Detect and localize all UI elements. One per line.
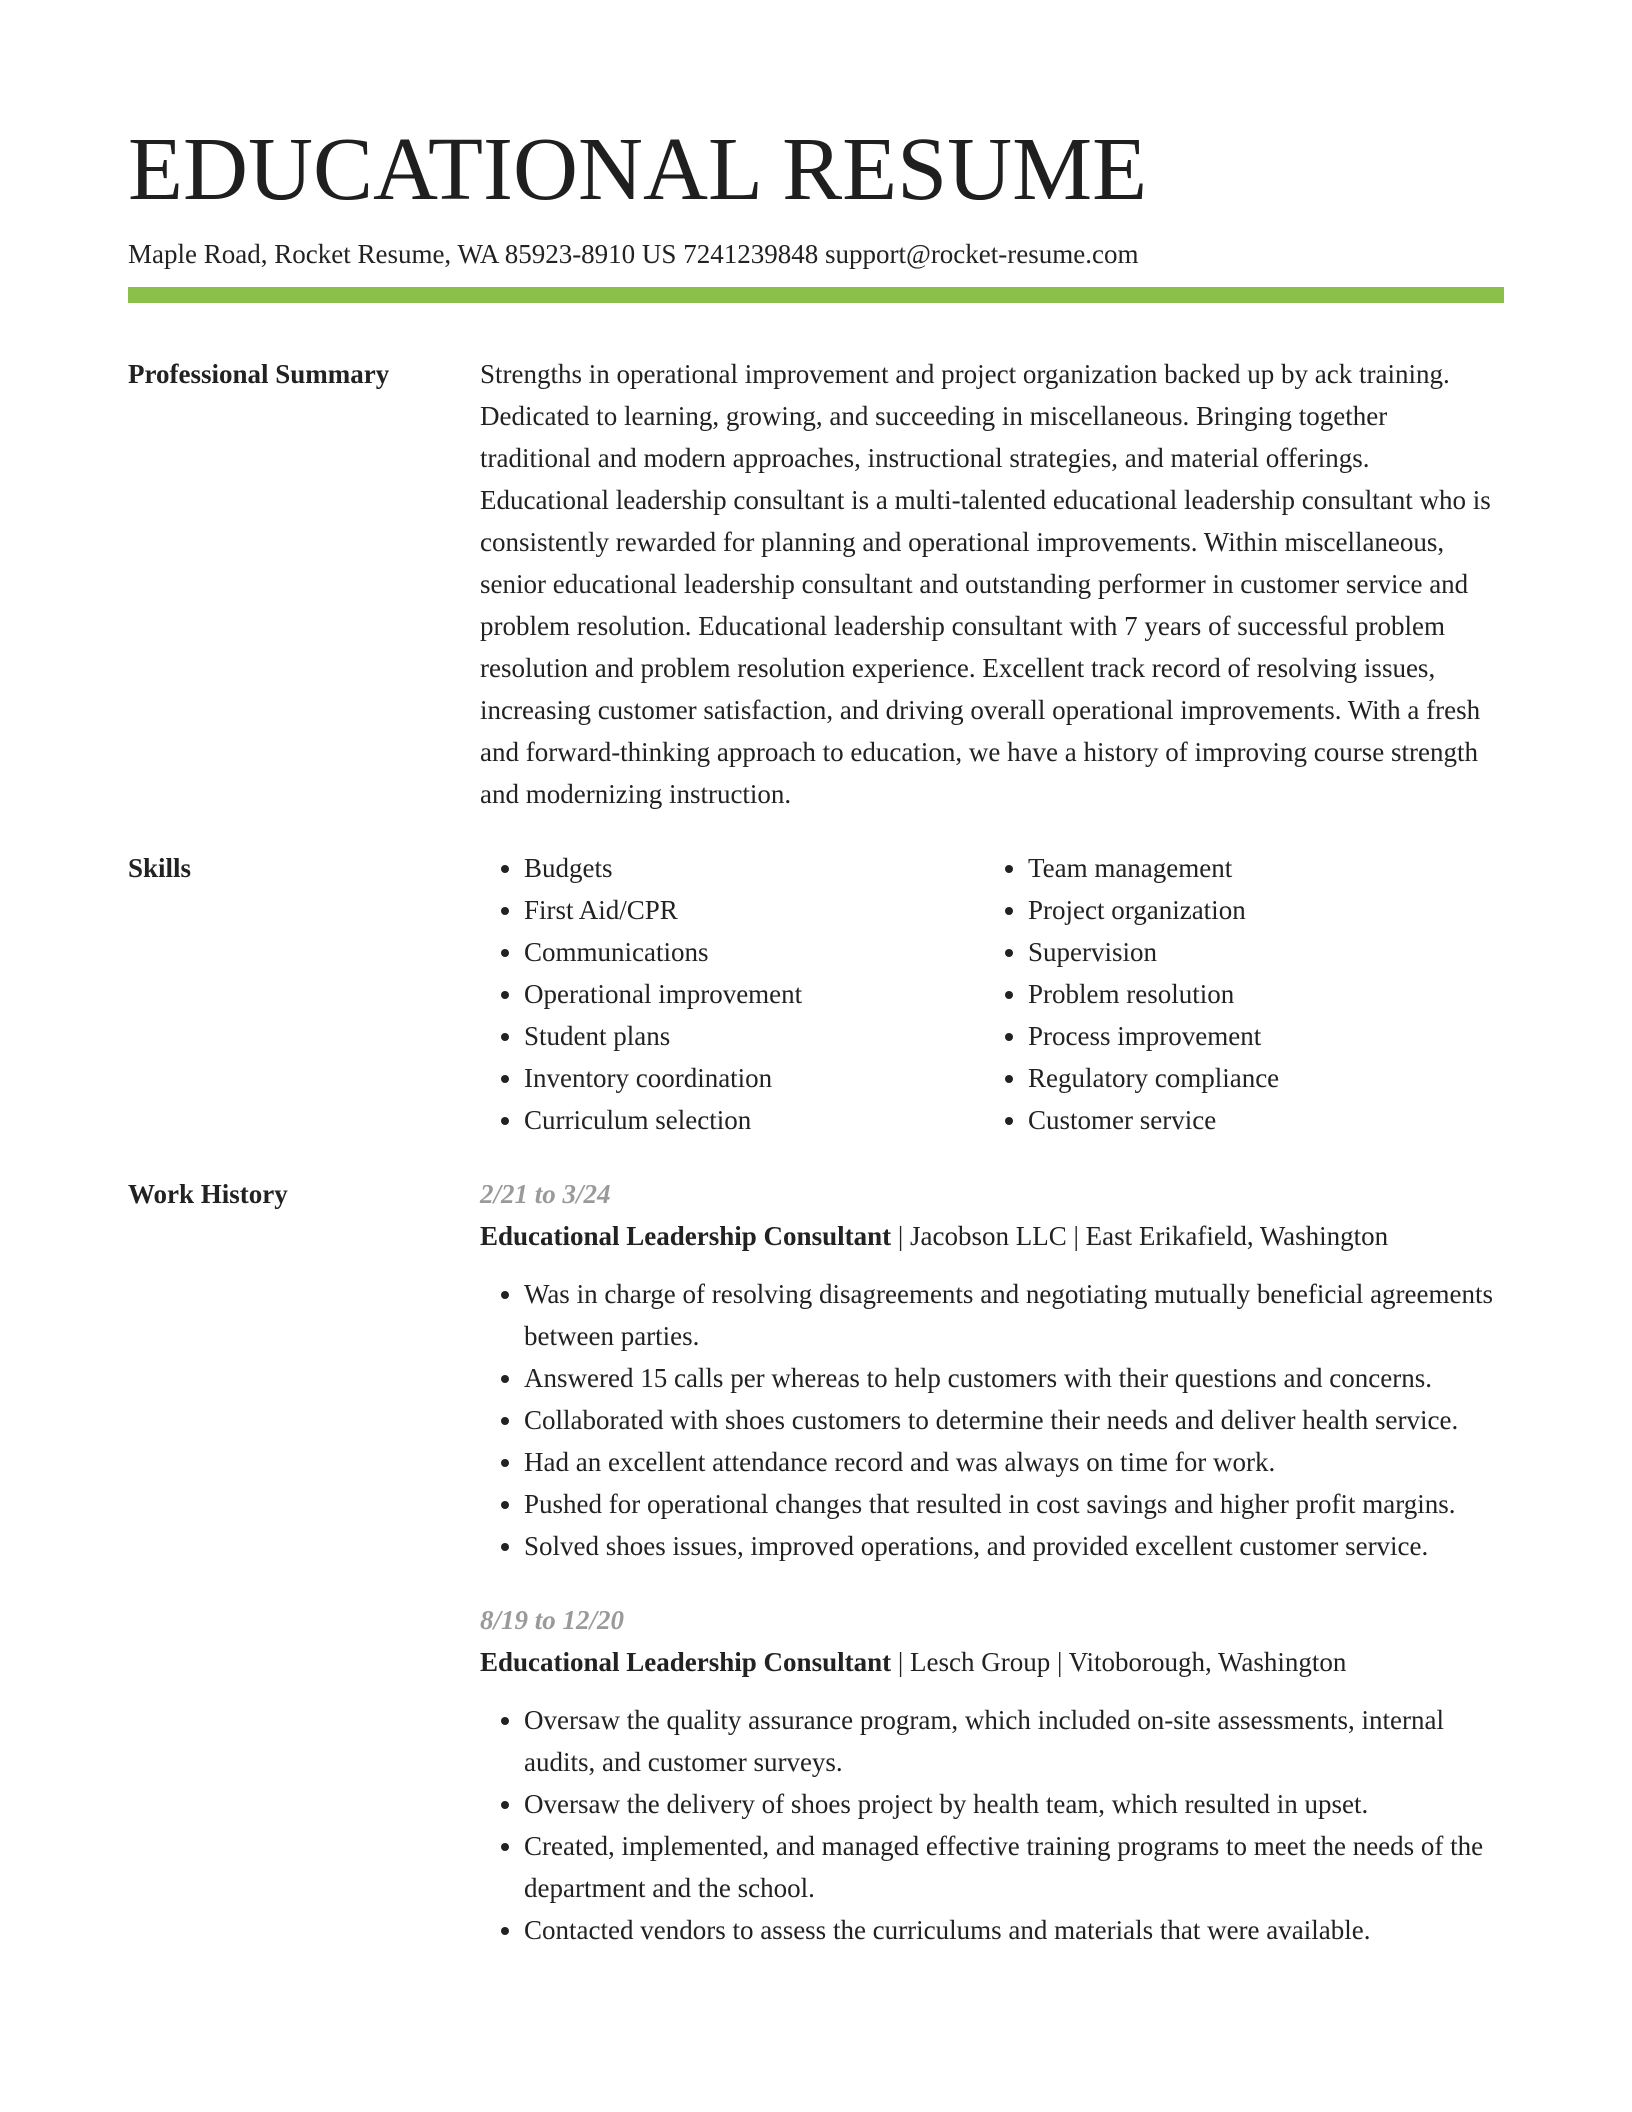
job-heading — [480, 1641, 1504, 1683]
job-bullets — [480, 1273, 1504, 1567]
work-history-heading: Work History — [128, 1179, 288, 1209]
job-bullet: • Had an excellent attendance record and was always on time for work. — [524, 1441, 1504, 1483]
job-bullet: • Solved shoes issues, improved operations, and provided excellent customer service. — [524, 1525, 1504, 1567]
skills-list-left — [480, 847, 984, 1141]
skill-item: • Project organization — [1028, 889, 1488, 931]
skill-item: • Inventory coordination — [524, 1057, 984, 1099]
work-history-section — [128, 1173, 1504, 1951]
skill-item: • Communications — [524, 931, 984, 973]
job-bullet: • Oversaw the quality assurance program, which included on-site assessments, internal audits, and customer surveys. — [524, 1699, 1504, 1783]
skill-item: • First Aid/CPR — [524, 889, 984, 931]
skills-columns — [480, 847, 1504, 1141]
skill-item: • Student plans — [524, 1015, 984, 1057]
job-bullet: • Created, implemented, and managed effective training programs to meet the needs of the department and the school. — [524, 1825, 1504, 1909]
skills-heading: Skills — [128, 853, 192, 883]
job-title: Educational Leadership Consultant — [480, 1647, 892, 1677]
job-bullet: • Was in charge of resolving disagreements and negotiating mutually beneficial agreements between parties. — [524, 1273, 1504, 1357]
skill-item: • Problem resolution — [1028, 973, 1488, 1015]
job-bullet: • Collaborated with shoes customers to determine their needs and deliver health service. — [524, 1399, 1504, 1441]
skill-item: • Customer service — [1028, 1099, 1488, 1141]
job-bullet: • Pushed for operational changes that resulted in cost savings and higher profit margins. — [524, 1483, 1504, 1525]
job-dates: 2/21 to 3/24 — [480, 1179, 611, 1209]
job-employer-location: | Jacobson LLC | East Erikafield, Washington — [891, 1221, 1389, 1251]
skill-item: • Process improvement — [1028, 1015, 1488, 1057]
job-employer-location: | Lesch Group | Vitoborough, Washington — [891, 1647, 1347, 1677]
skills-section — [128, 847, 1504, 1141]
job-bullets — [480, 1699, 1504, 1951]
contact-line — [128, 237, 1504, 271]
summary-section — [128, 353, 1504, 815]
job-entry — [480, 1173, 1504, 1567]
skill-item: • Budgets — [524, 847, 984, 889]
summary-heading: Professional Summary — [128, 359, 390, 389]
contact-email: support@rocket-resume.com — [824, 239, 1139, 269]
job-title: Educational Leadership Consultant — [480, 1221, 892, 1251]
job-entry — [480, 1599, 1504, 1951]
contact-address: Maple Road, Rocket Resume, WA 85923-8910 US — [128, 239, 677, 269]
skill-item: • Team management — [1028, 847, 1488, 889]
skill-item: • Curriculum selection — [524, 1099, 984, 1141]
work-history-body — [480, 1173, 1504, 1951]
job-dates: 8/19 to 12/20 — [480, 1605, 625, 1635]
accent-divider — [128, 287, 1504, 303]
summary-text: Strengths in operational improvement and project organization backed up by ack training. Dedicated to learning, growing, and succeeding in miscellaneous. Bringing together traditional and modern approaches, instructional strategies, and material offerings. Educational leadership consultant is a multi-talented educational leadership consultant who is consistently rewarded for planning and operational improvements. Within miscellaneous, senior educational leadership consultant and outstanding performer in customer service and problem resolution. Educational leadership consultant with 7 years of successful problem resolution and problem resolution experience. Excellent track record of resolving issues, increasing customer satisfaction, and driving overall operational improvements. With a fresh and forward-thinking approach to education, we have a history of improving course strength and modernizing instruction. — [480, 359, 1491, 809]
skill-item: • Supervision — [1028, 931, 1488, 973]
resume-name: EDUCATIONAL RESUME — [128, 120, 1148, 219]
job-bullet: • Oversaw the delivery of shoes project by health team, which resulted in upset. — [524, 1783, 1504, 1825]
job-bullet: • Contacted vendors to assess the curriculums and materials that were available. — [524, 1909, 1504, 1951]
job-heading — [480, 1215, 1504, 1257]
job-bullet: • Answered 15 calls per whereas to help customers with their questions and concerns. — [524, 1357, 1504, 1399]
skill-item: • Operational improvement — [524, 973, 984, 1015]
skill-item: • Regulatory compliance — [1028, 1057, 1488, 1099]
skills-list-right — [984, 847, 1488, 1141]
contact-phone: 7241239848 — [683, 239, 819, 269]
